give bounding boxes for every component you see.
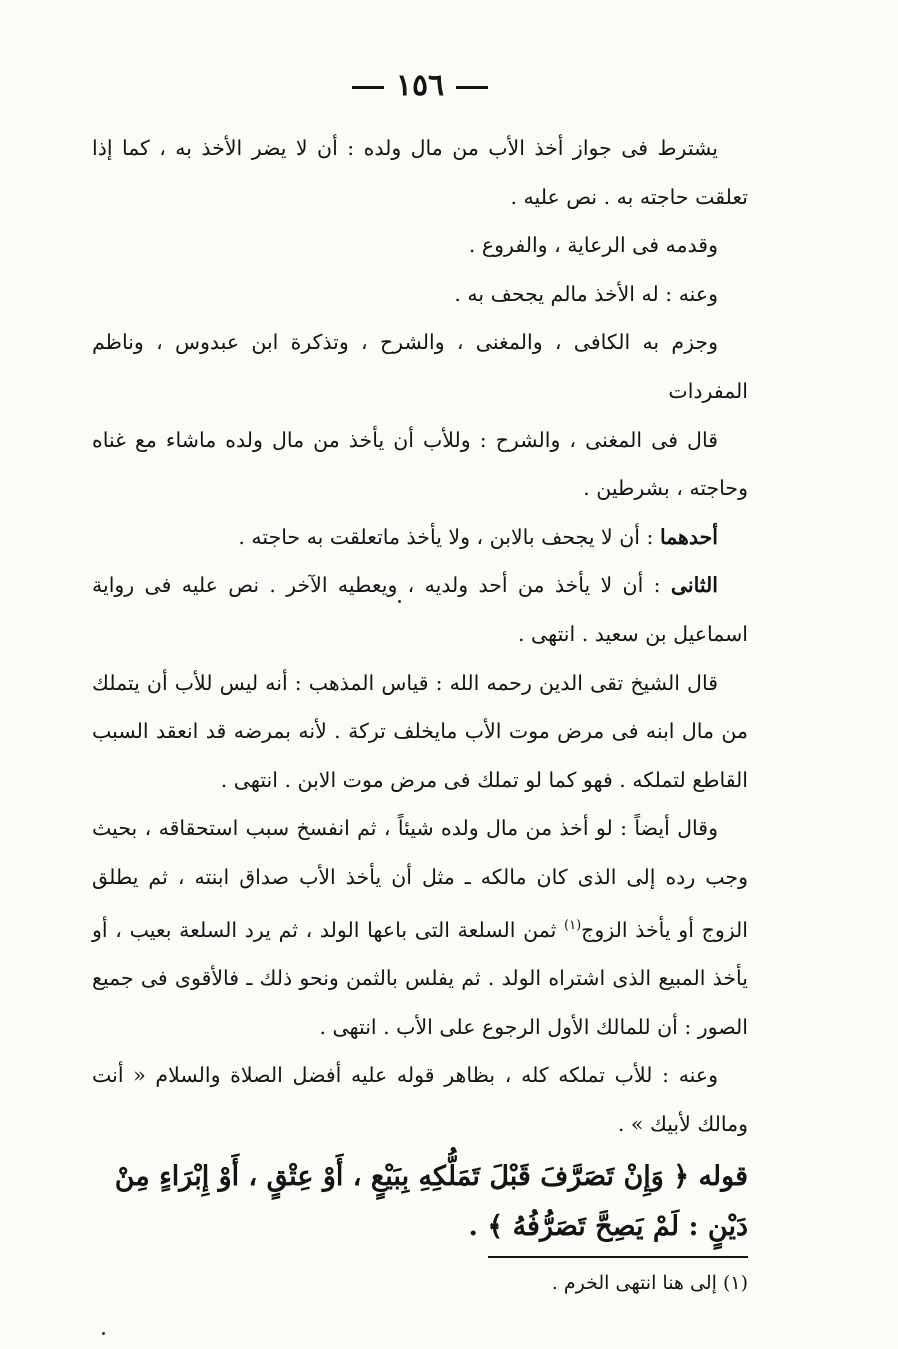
paragraph-text: قال الشيخ تقى الدين رحمه الله : قياس المذهب : أنه ليس للأب أن يتملك من مال ابنه فى مرض موت الأب مايخلف تركة . لأنه بمرضه قد انعقد السبب القاطع لتملكه . فهو كما لو تملك فى مرض موت الابن . انتهى . [92,670,748,792]
paragraph-text: يشترط فى جواز أخذ الأب من مال ولده : أن لا يضر الأخذ به ، كما إذا تعلقت حاجته به . نص عليه . [92,136,748,209]
paragraph-text: وجزم به الكافى ، والمغنى ، والشرح ، وتذكرة ابن عبدوس ، وناظم المفردات [92,330,748,403]
quote-line [92,1152,748,1252]
page-number [92,62,748,110]
paragraph [92,270,748,319]
page-number-dash-left [352,86,384,89]
page-number-dash-right [456,86,488,89]
paragraph-lead-word: أحدهما [659,524,718,549]
quote-text: ﴿ وَإِنْ تَصَرَّفَ قَبْلَ تَمَلُّكِهِ بِبَيْعٍ ، أَوْ عِتْقٍ ، أَوْ إِبْرَاءٍ مِنْ دَيْنٍ : لَمْ يَصِحَّ تَصَرُّفُهُ ﴾ . [114,1161,748,1243]
paragraph [92,513,748,562]
paper-speck [102,1332,105,1335]
footnote-divider [488,1256,748,1258]
quote-block [92,1152,748,1252]
paragraph [92,561,748,658]
footnote-marker: (١) [564,917,582,933]
paragraph-text: قال فى المغنى ، والشرح : وللأب أن يأخذ من مال ولده ماشاء مع غناه وحاجته ، بشرطين . [92,427,748,501]
paper-speck [398,600,401,603]
page-number-text: ١٥٦ [395,68,445,103]
paragraph-text: : أن لا يجحف بالابن ، ولا يأخذ ماتعلقت به حاجته . [238,524,660,549]
paragraph-text: ثمن السلعة التى باعها الولد ، ثم يرد السلعة بعيب ، أو يأخذ المبيع الذى اشتراه الولد . ثم يفلس بالثمن ونحو ذلك ـ فالأقوى فى جميع الصور : أن للمالك الأول الرجوع على الأب . انتهى . [92,917,748,1039]
paragraph-lead-word: الثانى [670,573,718,598]
paragraph [92,1051,748,1148]
paragraph [92,659,748,805]
paragraph-text: وقدمه فى الرعاية ، والفروع . [468,233,718,258]
paragraph-text: وعنه : للأب تملكه كله ، بظاهر قوله عليه أفضل الصلاة والسلام « أنت ومالك لأبيك » . [92,1063,748,1136]
body-text [92,124,748,1148]
paragraph [92,318,748,415]
footnote: (١) إلى هنا انتهى الخرم . [551,1272,748,1295]
paragraph [92,804,748,1051]
paragraph-text: : أن لا يأخذ من أحد ولديه ، ويعطيه الآخر . نص عليه فى رواية اسماعيل بن سعيد . انتهى . [92,573,748,646]
paragraph-text: وعنه : له الأخذ مالم يجحف به . [454,281,718,306]
paragraph [92,221,748,270]
paragraph [92,124,748,221]
paragraph [92,416,748,513]
paragraph-text: وقال أيضاً : لو أخذ من مال ولده شيئاً ، ثم انفسخ سبب استحقاقه ، بحيث وجب رده إلى الذى كان مالكه ـ مثل أن يأخذ الأب صداق ابنته ، ثم يطلق الزوج أو يأخذ الزوج [92,816,748,942]
quote-lead-word: قوله [698,1161,748,1193]
